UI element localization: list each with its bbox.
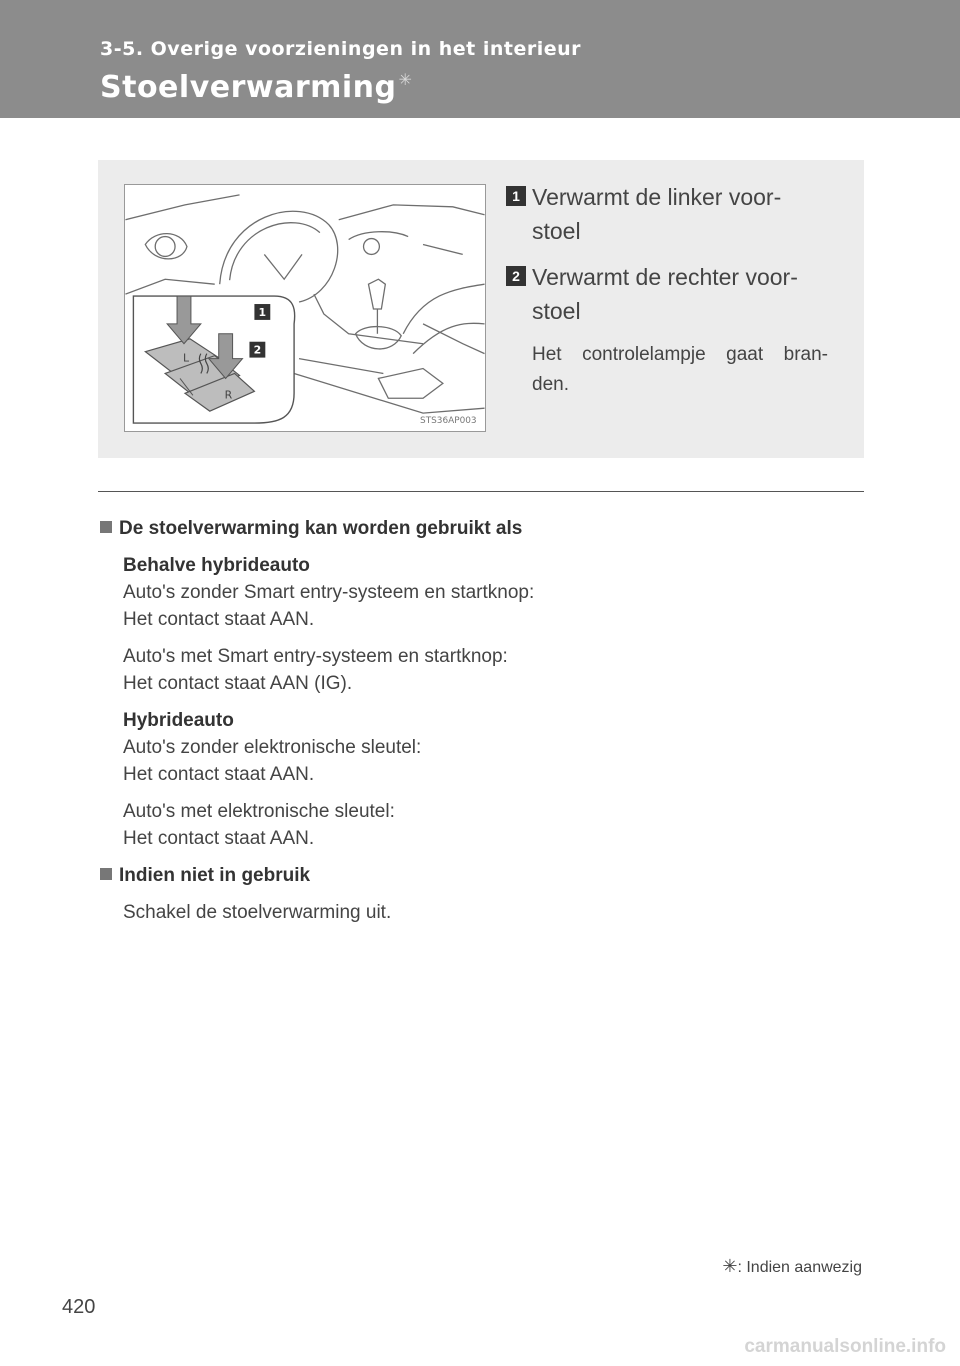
callout-badge: 1 — [506, 186, 526, 206]
callout-line: stoel — [532, 298, 581, 324]
footnote-text: : Indien aanwezig — [737, 1259, 862, 1276]
section-label: 3-5. Overige voorzieningen in het interieur — [100, 38, 582, 60]
text-line: Schakel de stoelverwarming uit. — [123, 902, 392, 923]
marker-2-text: 2 — [253, 343, 262, 357]
divider — [98, 491, 864, 492]
section-heading — [100, 862, 840, 890]
callout-list — [506, 180, 832, 400]
page-title — [100, 70, 412, 105]
text-line: Auto's met elektronische sleutel: — [123, 801, 395, 822]
paragraph — [123, 707, 840, 788]
callout-line: Verwarmt de rechter voor- — [532, 264, 798, 290]
dashboard-drawing — [125, 185, 485, 431]
marker-1-text: 1 — [258, 305, 267, 319]
section-heading — [100, 515, 840, 543]
optional-equipment-mark: ✳ — [398, 70, 413, 89]
page-header — [0, 0, 960, 118]
seat-heater-illustration — [124, 184, 486, 432]
paragraph — [123, 798, 840, 852]
watermark: carmanualsonline.info — [744, 1336, 946, 1357]
footnote-mark: ✳ — [722, 1256, 738, 1276]
note-line: Het controlelampje gaat bran- — [532, 344, 828, 365]
illustration-code: STS36AP003 — [420, 416, 477, 427]
text-line: Auto's zonder elektronische sleutel: — [123, 737, 422, 758]
body-content — [100, 515, 840, 926]
callout-text — [532, 180, 781, 248]
callout-item — [506, 180, 832, 248]
text-line: Het contact staat AAN. — [123, 764, 315, 785]
switch-label-left: L — [182, 351, 190, 365]
subheading: Hybrideauto — [123, 710, 234, 731]
callout-text — [532, 260, 798, 328]
heading-text: Indien niet in gebruik — [119, 865, 311, 886]
subheading: Behalve hybrideauto — [123, 555, 310, 576]
callout-line: Verwarmt de linker voor- — [532, 184, 782, 210]
switch-label-right: R — [224, 388, 233, 402]
footnote — [722, 1256, 862, 1277]
text-line: Het contact staat AAN. — [123, 609, 315, 630]
indicator-note — [532, 340, 828, 400]
page-number: 420 — [62, 1296, 96, 1318]
text-line: Auto's zonder Smart entry-systeem en startknop: — [123, 582, 535, 603]
paragraph — [123, 643, 840, 697]
paragraph — [123, 899, 840, 926]
text-line: Het contact staat AAN. — [123, 828, 315, 849]
page-title-text: Stoelverwarming — [100, 70, 397, 105]
callout-line: stoel — [532, 218, 581, 244]
callout-item — [506, 260, 832, 328]
callout-badge: 2 — [506, 266, 526, 286]
text-line: Het contact staat AAN (IG). — [123, 673, 353, 694]
text-line: Auto's met Smart entry-systeem en startknop: — [123, 646, 508, 667]
square-bullet-icon — [100, 868, 112, 880]
heading-text: De stoelverwarming kan worden gebruikt als — [119, 518, 523, 539]
paragraph — [123, 552, 840, 633]
square-bullet-icon — [100, 521, 112, 533]
note-line: den. — [532, 374, 569, 395]
